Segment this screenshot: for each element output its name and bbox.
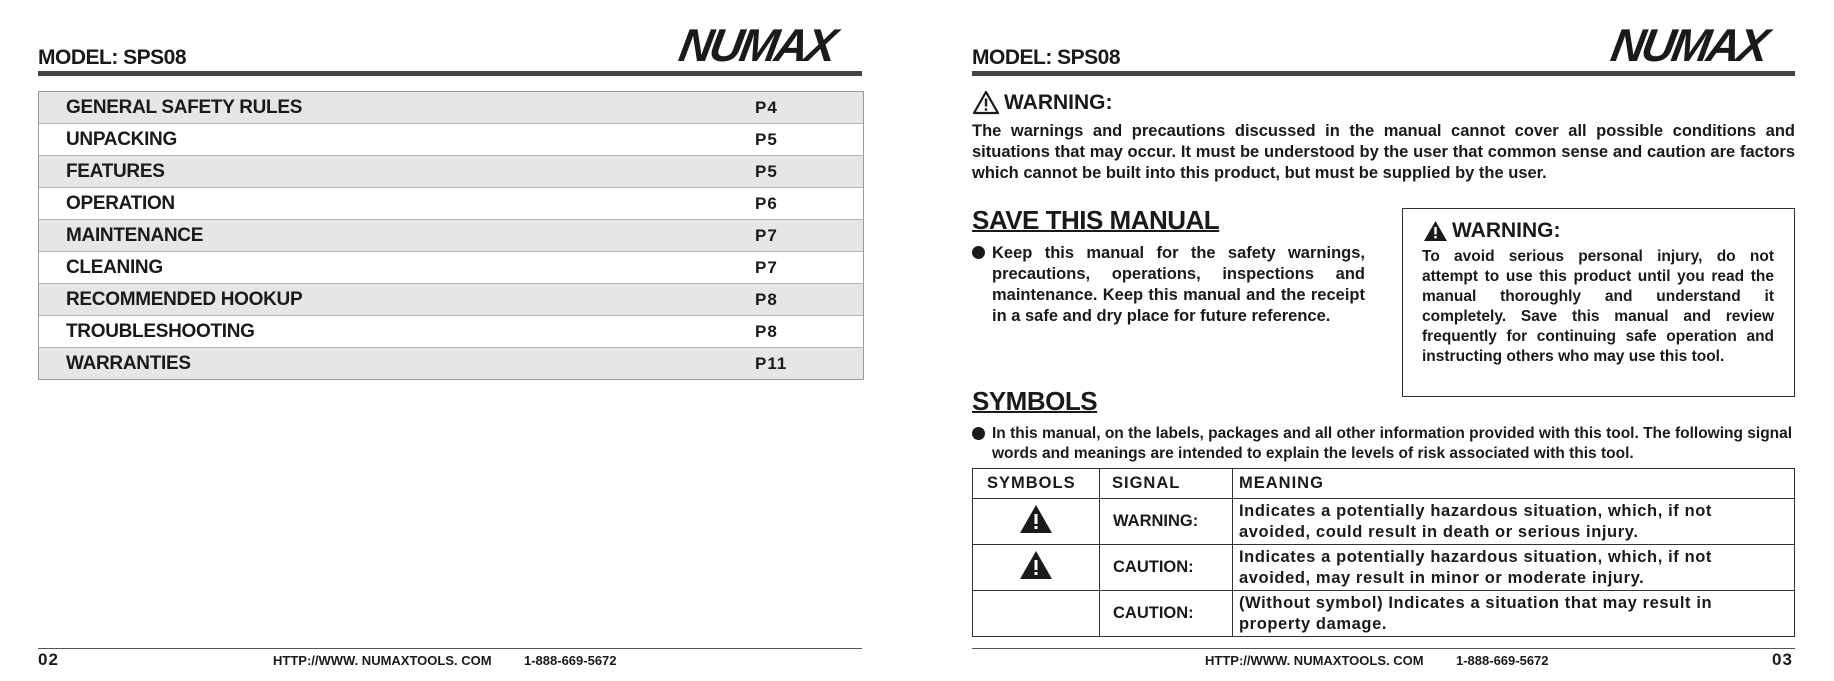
meaning-cell: Indicates a potentially hazardous situation, which, if not avoided, could result in death or serious injury. (1233, 499, 1795, 545)
save-manual-bullet (972, 243, 1365, 327)
toc-row[interactable] (39, 220, 863, 252)
toc-row[interactable] (39, 284, 863, 316)
toc-title: GENERAL SAFETY RULES (66, 97, 303, 118)
symbols-table (972, 468, 1795, 637)
symbol-cell (973, 499, 1100, 545)
table-row (973, 545, 1795, 591)
toc-title: FEATURES (66, 161, 165, 182)
column-header: SYMBOLS (973, 469, 1100, 499)
toc-page: P11 (755, 354, 788, 373)
toc-row[interactable] (39, 124, 863, 156)
warning-triangle-icon (1019, 550, 1053, 580)
warning-outline-icon (972, 90, 1000, 115)
toc-page: P6 (755, 194, 778, 213)
table-of-contents (38, 91, 864, 380)
toc-page: P7 (755, 258, 778, 277)
signal-cell: WARNING: (1100, 499, 1233, 545)
toc-page: P5 (755, 162, 778, 181)
header-rule (972, 71, 1795, 76)
model-label: MODEL: SPS08 (972, 46, 1121, 69)
toc-page: P8 (755, 322, 778, 341)
warning-box-heading (1423, 219, 1561, 243)
column-header: MEANING (1233, 469, 1795, 499)
table-row (973, 591, 1795, 637)
bullet-dot (972, 427, 985, 440)
warning-triangle-icon (1423, 220, 1448, 242)
toc-title: MAINTENANCE (66, 225, 204, 246)
page-number: 02 (38, 650, 59, 669)
symbol-cell (973, 545, 1100, 591)
toc-page: P8 (755, 290, 778, 309)
save-manual-title: SAVE THIS MANUAL (972, 205, 1220, 235)
footer-url[interactable]: HTTP://WWW. NUMAXTOOLS. COM (1205, 653, 1424, 668)
warning-paragraph: The warnings and precautions discussed in the manual cannot cover all possible conditions and situations that may occur. It must be understood by the user that common sense and caution are factors which cannot be built into this product, but must be supplied by the user. (972, 122, 1795, 182)
warning-box-heading-text: WARNING: (1452, 219, 1561, 242)
toc-title: RECOMMENDED HOOKUP (66, 289, 303, 310)
footer-rule (38, 648, 862, 649)
signal-cell: CAUTION: (1100, 545, 1233, 591)
meaning-cell: (Without symbol) Indicates a situation that may result in property damage. (1233, 591, 1795, 637)
header-rule (38, 71, 862, 76)
meaning-cell: Indicates a potentially hazardous situation, which, if not avoided, may result in minor or moderate injury. (1233, 545, 1795, 591)
signal-cell: CAUTION: (1100, 591, 1233, 637)
symbol-cell-empty (973, 591, 1100, 637)
footer-phone: 1-888-669-5672 (1456, 653, 1549, 668)
toc-page: P4 (755, 98, 778, 117)
toc-page: P7 (755, 226, 778, 245)
toc-title: TROUBLESHOOTING (66, 321, 255, 342)
column-header: SIGNAL (1100, 469, 1233, 499)
footer-phone: 1-888-669-5672 (524, 653, 617, 668)
toc-row[interactable] (39, 92, 863, 124)
toc-page: P5 (755, 130, 778, 149)
right-page (940, 0, 1834, 681)
footer-rule (972, 648, 1795, 649)
save-manual-text: Keep this manual for the safety warnings, precautions, operations, inspections and maintenance. Keep this manual and the receipt in a safe and dry place for future reference. (992, 244, 1365, 325)
toc-row[interactable] (39, 188, 863, 220)
toc-row[interactable] (39, 316, 863, 348)
symbols-bullet (972, 424, 1795, 464)
numax-logo: NUMAX (1607, 19, 1771, 71)
table-header-row (973, 469, 1795, 499)
warning-heading-text: WARNING: (1004, 90, 1113, 114)
warning-heading (972, 90, 1113, 115)
page-number: 03 (1772, 650, 1793, 669)
numax-logo: NUMAX (675, 19, 839, 71)
footer-url[interactable]: HTTP://WWW. NUMAXTOOLS. COM (273, 653, 492, 668)
bullet-dot (972, 246, 985, 259)
warning-box (1402, 208, 1795, 397)
toc-title: CLEANING (66, 257, 163, 278)
warning-box-text: To avoid serious personal injury, do not attempt to use this product until you read the manual thoroughly and understand it completely. Save this manual and review frequently for continuing safe operation and instructing others who may use this tool. (1422, 248, 1774, 365)
left-page (0, 0, 900, 681)
toc-title: OPERATION (66, 193, 175, 214)
toc-row[interactable] (39, 348, 863, 379)
warning-triangle-icon (1019, 504, 1053, 534)
model-label: MODEL: SPS08 (38, 46, 187, 69)
symbols-text: In this manual, on the labels, packages and all other information provided with this tool. The following signal words and meanings are intended to explain the levels of risk associated with this tool. (992, 425, 1793, 462)
toc-row[interactable] (39, 252, 863, 284)
symbols-title: SYMBOLS (972, 386, 1098, 416)
table-row (973, 499, 1795, 545)
toc-title: UNPACKING (66, 129, 177, 150)
toc-row[interactable] (39, 156, 863, 188)
toc-title: WARRANTIES (66, 353, 191, 374)
